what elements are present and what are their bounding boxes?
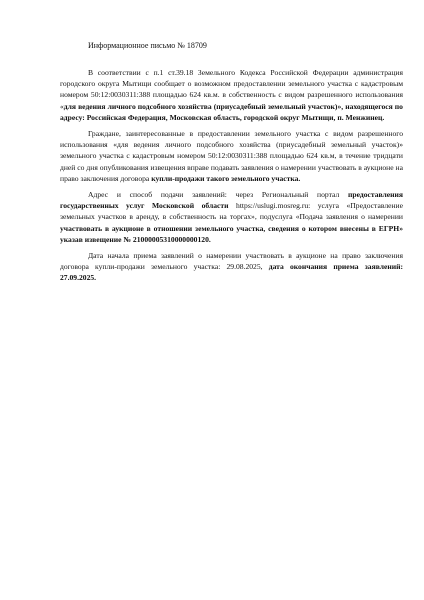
paragraph-submission bbox=[60, 189, 403, 245]
submission-portal: предоставления государственных услуг Московской области bbox=[60, 190, 403, 211]
citizens-text-bold: купли-продажи такого земельного участка. bbox=[151, 173, 301, 183]
notice-usage-type: для ведения личного подсобного хозяйства (приусадебный земельный участок) bbox=[63, 101, 338, 111]
submission-service: https://uslugi.mosreg.ru: услуга «Предоставление земельных участков в аренду, в собственность на торгах», подуслуга «Подача заявления о намерении bbox=[60, 201, 403, 222]
letter-title: Информационное письмо № 18709 bbox=[88, 41, 207, 50]
citizens-text: Граждане, заинтересованные в предоставлении земельного участка с видом разрешенного использования «для ведения личного подсобного хозяйства (приусадебный земельный участок)» земельного участка с кадастровым номером 50:12:0030311:388 площадью 624 кв.м, в течение тридцати дней со дня опубликования извещения вправе подавать заявления о намерении участвовать в аукционе на право заключения договора bbox=[60, 129, 403, 183]
submission-notice-number: участвовать в аукционе в отношении земельного участка, сведения о котором внесены в ЕГРН» указав извещение № 21000005310000000120. bbox=[60, 223, 403, 244]
dates-end: дата окончания приема заявлений: 27.09.2025. bbox=[60, 262, 403, 283]
paragraph-notice bbox=[60, 67, 403, 123]
dates-start: Дата начала приема заявлений о намерении участвовать в аукционе на право заключения договора купли-продажи земельного участка: 29.08.2025, bbox=[60, 251, 403, 272]
submission-intro: Адрес и способ подачи заявлений: через Региональный портал bbox=[88, 190, 348, 200]
notice-address: », находящегося по адресу: Российская Федерация, Московская область, городской округ Мытищи, п. Менжинец. bbox=[60, 101, 403, 122]
document-body bbox=[60, 67, 403, 289]
paragraph-citizens bbox=[60, 128, 403, 184]
notice-text: В соответствии с п.1 ст.39.18 Земельного Кодекса Российской Федерации администрация городского округа Мытищи сообщает о возможном предоставлении земельного участка с кадастровым номером 50:12:0030311:388 площадью 624 кв.м. в собственность с видом разрешенного использования « bbox=[60, 68, 403, 111]
paragraph-dates bbox=[60, 250, 403, 284]
